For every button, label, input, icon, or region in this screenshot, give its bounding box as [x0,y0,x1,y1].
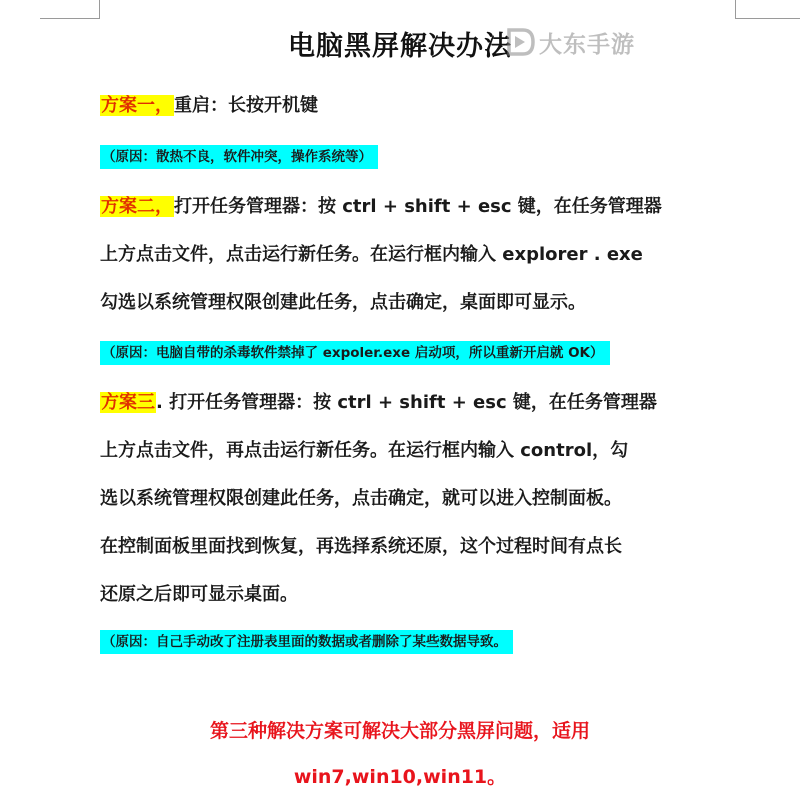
page-title: 电脑黑屏解决办法 [288,31,512,62]
plan2-label: 方案二， [101,196,173,217]
watermark [503,22,635,62]
watermark-text: 大东手游 [539,31,635,58]
note3: （原因：自己手动改了注册表里面的数据或者删除了某些数据导致。 [100,630,513,654]
plan3-line1 [100,389,657,417]
plan3-label: 方案三 [101,392,155,413]
plan2-line2: 上方点击文件，点击运行新任务。在运行框内输入 explorer . exe [100,244,643,265]
footer-line2: win7,win10,win11。 [293,766,507,788]
note2: （原因：电脑自带的杀毒软件禁掉了 expoler.exe 启动项，所以重新开启就 OK） [100,341,610,365]
plan2-line1 [100,193,662,221]
plan3-line4: 在控制面板里面找到恢复，再选择系统还原，这个过程时间有点长 [100,536,622,557]
crop-mark-top-right-vertical [735,0,736,19]
plan3-line2: 上方点击文件，再点击运行新任务。在运行框内输入 control，勾 [100,440,629,461]
crop-mark-top-left-horizontal [40,18,100,19]
plan3-line5: 还原之后即可显示桌面。 [100,584,298,605]
note1: （原因：散热不良，软件冲突，操作系统等） [100,145,378,169]
footer-line1: 第三种解决方案可解决大部分黑屏问题，适用 [209,720,590,742]
plan1-text: 重启：长按开机键 [174,95,318,116]
plan3-line3: 选以系统管理权限创建此任务，点击确定，就可以进入控制面板。 [100,488,622,509]
plan2-text-1: 打开任务管理器：按 ctrl + shift + esc 键，在任务管理器 [174,196,662,217]
crop-mark-top-left-vertical [99,0,100,19]
plan3-text-1: . 打开任务管理器：按 ctrl + shift + esc 键，在任务管理器 [156,392,657,413]
play-logo-icon [503,25,537,59]
crop-mark-top-right-horizontal [735,18,800,19]
plan1-line [100,92,318,120]
plan1-label: 方案一， [101,95,173,116]
plan2-line3: 勾选以系统管理权限创建此任务，点击确定，桌面即可显示。 [100,292,586,313]
